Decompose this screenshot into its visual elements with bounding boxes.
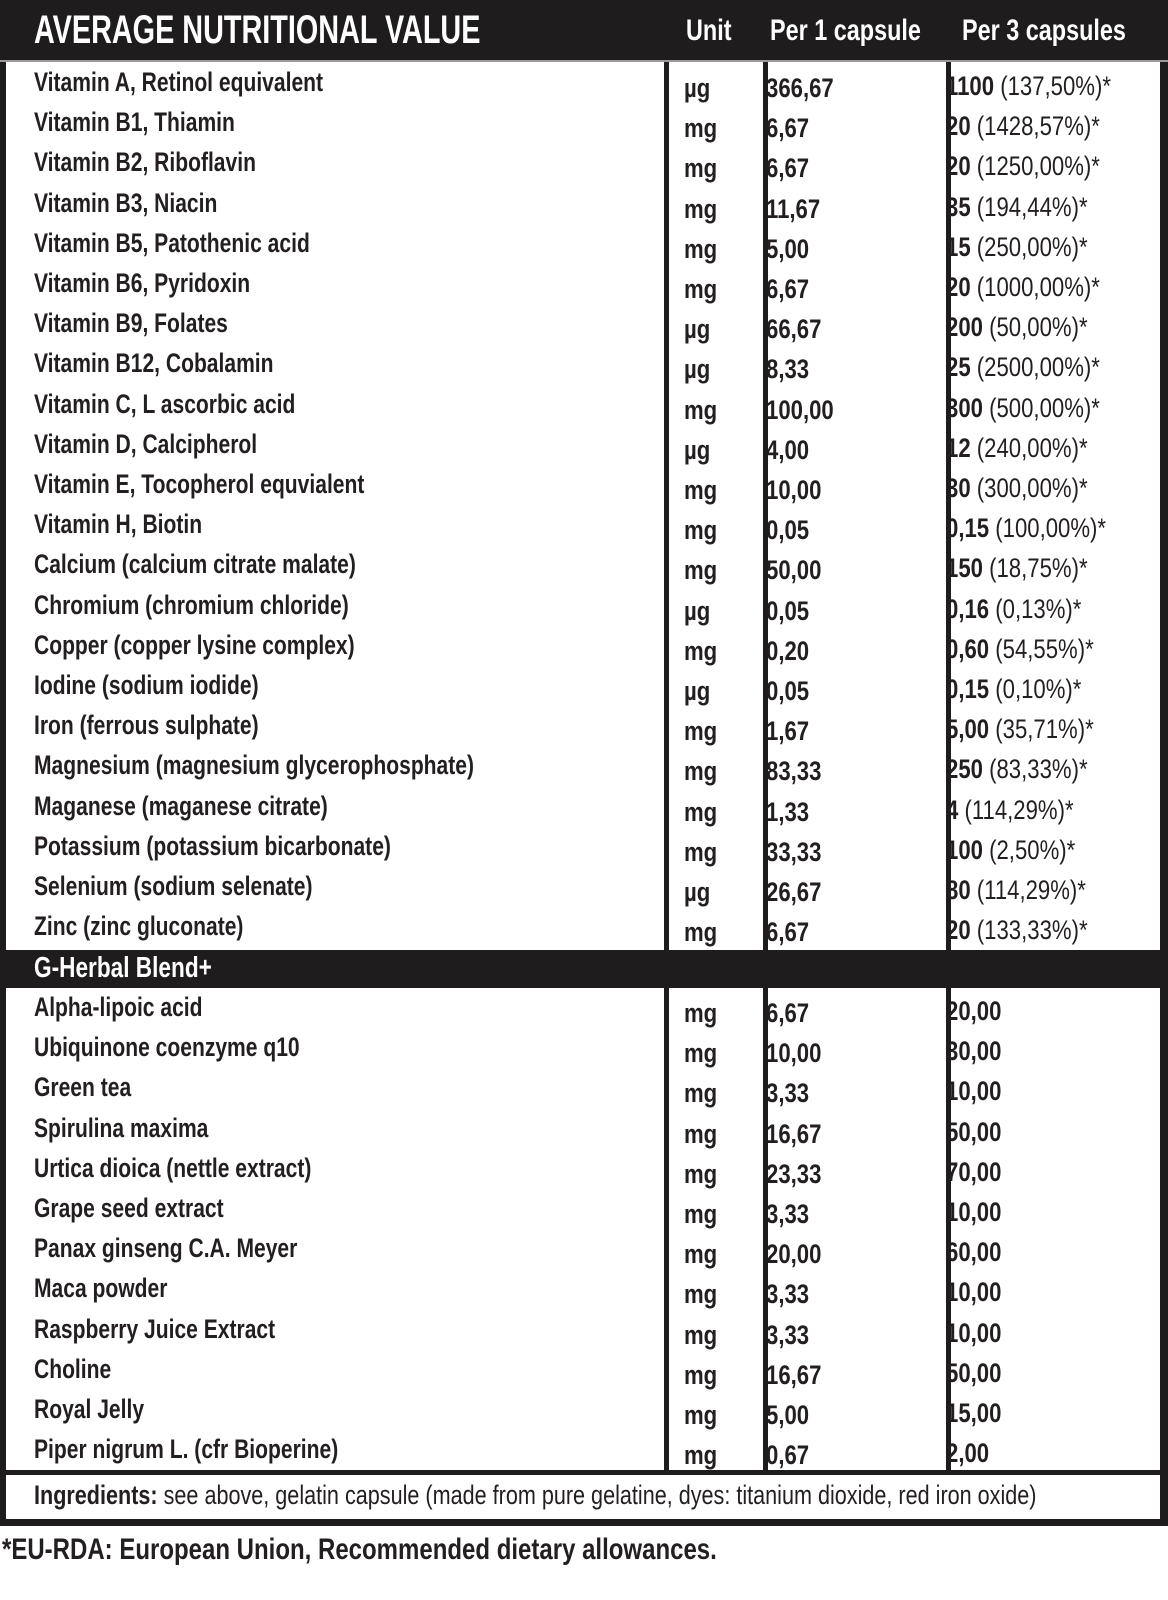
amount-value: 50,00 xyxy=(946,1357,1002,1388)
table-row xyxy=(0,184,1168,224)
table-row xyxy=(0,827,1168,867)
table-row xyxy=(0,706,1168,746)
nutrient-unit: µg xyxy=(684,73,711,103)
table-row xyxy=(0,103,1168,143)
amount-value: 20 xyxy=(946,151,971,182)
nutrient-unit: mg xyxy=(684,113,718,144)
amount-per-1-capsule: 1,33 xyxy=(766,796,810,827)
nutrient-name: Piper nigrum L. (cfr Bioperine) xyxy=(34,1434,339,1465)
table-row xyxy=(0,264,1168,304)
nutrient-name: Vitamin D, Calcipherol xyxy=(34,428,258,459)
amount-value: 300 xyxy=(946,392,983,423)
amount-per-3-capsules xyxy=(946,232,1088,263)
nutrient-name: Vitamin E, Tocopherol equvialent xyxy=(34,469,365,499)
table-row xyxy=(0,666,1168,706)
nutrient-unit: µg xyxy=(684,877,711,907)
nutrient-name: Panax ginseng C.A. Meyer xyxy=(34,1233,298,1264)
amount-per-1-capsule: 83,33 xyxy=(766,756,822,787)
amount-value: 10,00 xyxy=(946,1076,1002,1107)
nutrient-name: Vitamin B9, Folates xyxy=(34,308,228,339)
amount-per-1-capsule: 1,67 xyxy=(766,716,810,747)
nutrient-name: Vitamin H, Biotin xyxy=(34,509,203,540)
nutrient-name: Raspberry Juice Extract xyxy=(34,1313,276,1344)
nutrient-unit: mg xyxy=(684,1199,718,1229)
amount-per-1-capsule: 10,00 xyxy=(766,1038,822,1069)
nutrient-name: Copper (copper lysine complex) xyxy=(34,629,355,660)
rda-percentage: (0,13%)* xyxy=(995,593,1082,624)
nutrient-name: Green tea xyxy=(34,1072,132,1103)
ingredients-line xyxy=(34,1480,1037,1511)
amount-per-3-capsules xyxy=(946,513,1106,544)
amount-per-3-capsules xyxy=(946,1358,1001,1389)
nutrient-name: Chromium (chromium chloride) xyxy=(34,589,349,620)
table-row xyxy=(0,545,1168,585)
amount-per-1-capsule: 26,67 xyxy=(766,877,822,907)
amount-value: 30,00 xyxy=(946,1036,1002,1067)
amount-per-3-capsules xyxy=(946,553,1088,584)
amount-per-3-capsules xyxy=(946,71,1111,102)
nutrient-unit: mg xyxy=(684,1118,718,1149)
amount-per-3-capsules xyxy=(946,473,1088,504)
amount-value: 20,00 xyxy=(946,996,1002,1026)
nutrient-unit: mg xyxy=(684,394,718,425)
table-row xyxy=(0,304,1168,344)
amount-per-3-capsules xyxy=(946,634,1094,665)
nutrient-unit: mg xyxy=(684,635,718,666)
amount-per-3-capsules xyxy=(946,795,1074,826)
amount-per-1-capsule: 66,67 xyxy=(766,314,822,345)
amount-per-1-capsule: 20,00 xyxy=(766,1239,822,1270)
table-row xyxy=(0,224,1168,264)
amount-per-1-capsule: 23,33 xyxy=(766,1158,822,1189)
amount-per-1-capsule: 0,05 xyxy=(766,595,810,626)
amount-value: 0,15 xyxy=(946,513,990,544)
table-row xyxy=(0,1109,1168,1149)
nutrient-unit: mg xyxy=(684,998,718,1028)
table-row xyxy=(0,385,1168,425)
amount-per-1-capsule: 6,67 xyxy=(766,998,810,1028)
amount-value: 25 xyxy=(946,352,971,383)
amount-per-1-capsule: 3,33 xyxy=(766,1199,810,1229)
nutrient-name: Alpha-lipoic acid xyxy=(34,992,203,1022)
table-row xyxy=(0,1310,1168,1350)
amount-value: 0,15 xyxy=(946,674,990,704)
amount-per-1-capsule: 4,00 xyxy=(766,434,810,465)
amount-value: 20 xyxy=(946,111,971,142)
table-row xyxy=(0,746,1168,786)
amount-per-3-capsules xyxy=(946,1157,1001,1188)
amount-per-3-capsules xyxy=(946,1197,1001,1228)
rda-percentage: (2,50%)* xyxy=(989,834,1076,865)
rda-percentage: (50,00%)* xyxy=(989,312,1088,343)
amount-per-3-capsules xyxy=(946,1237,1001,1268)
ingredients-label: Ingredients: xyxy=(34,1480,158,1510)
table-border-bottom xyxy=(0,1519,1168,1526)
amount-per-3-capsules xyxy=(946,674,1081,705)
amount-per-3-capsules xyxy=(946,192,1088,223)
amount-per-3-capsules xyxy=(946,352,1100,383)
amount-per-3-capsules xyxy=(946,111,1100,142)
amount-value: 12 xyxy=(946,432,971,463)
nutrient-unit: mg xyxy=(684,515,718,546)
amount-per-3-capsules xyxy=(946,1318,1001,1349)
table-row xyxy=(0,344,1168,384)
amount-per-3-capsules xyxy=(946,594,1081,625)
nutrient-name: Iron (ferrous sulphate) xyxy=(34,710,259,741)
nutrient-unit: mg xyxy=(684,274,718,304)
nutrient-name: Grape seed extract xyxy=(34,1193,224,1223)
amount-value: 0,60 xyxy=(946,633,990,664)
nutrient-unit: mg xyxy=(684,836,718,867)
amount-per-3-capsules xyxy=(946,393,1100,424)
nutrient-unit: mg xyxy=(684,153,718,184)
amount-per-1-capsule: 50,00 xyxy=(766,555,822,586)
rda-percentage: (114,29%)* xyxy=(976,875,1086,905)
amount-value: 250 xyxy=(946,754,983,785)
nutrient-unit: mg xyxy=(684,716,718,747)
amount-per-1-capsule: 6,67 xyxy=(766,917,810,948)
column-header-unit: Unit xyxy=(686,14,732,47)
nutrient-name: Spirulina maxima xyxy=(34,1112,209,1143)
amount-per-3-capsules xyxy=(946,272,1100,303)
nutrient-unit: µg xyxy=(684,676,711,706)
column-header-per-3-capsules: Per 3 capsules xyxy=(962,14,1126,47)
rda-percentage: (114,29%)* xyxy=(964,794,1074,825)
amount-value: 50,00 xyxy=(946,1116,1002,1147)
nutrient-unit: mg xyxy=(684,1319,718,1350)
amount-value: 60,00 xyxy=(946,1237,1002,1268)
rda-percentage: (1250,00%)* xyxy=(976,151,1100,182)
amount-per-1-capsule: 5,00 xyxy=(766,233,810,264)
amount-per-3-capsules xyxy=(946,312,1088,343)
amount-value: 10,00 xyxy=(946,1317,1002,1348)
nutrient-name: Vitamin B2, Riboflavin xyxy=(34,147,256,178)
amount-per-1-capsule: 3,33 xyxy=(766,1078,810,1109)
table-row xyxy=(0,1229,1168,1269)
amount-value: 30 xyxy=(946,473,971,503)
rda-percentage: (54,55%)* xyxy=(995,633,1094,664)
nutrient-unit: mg xyxy=(684,1239,718,1270)
amount-value: 80 xyxy=(946,875,971,905)
amount-per-3-capsules xyxy=(946,1036,1001,1067)
nutrient-unit: mg xyxy=(684,1158,718,1189)
nutrient-unit: µg xyxy=(684,314,711,345)
amount-value: 35 xyxy=(946,191,971,222)
nutrient-unit: µg xyxy=(684,354,711,385)
amount-per-1-capsule: 16,67 xyxy=(766,1359,822,1390)
nutrient-unit: µg xyxy=(684,434,711,465)
rda-percentage: (250,00%)* xyxy=(976,231,1088,262)
table-row xyxy=(0,907,1168,947)
amount-per-1-capsule: 0,67 xyxy=(766,1440,810,1471)
amount-per-1-capsule: 16,67 xyxy=(766,1118,822,1149)
amount-per-1-capsule: 366,67 xyxy=(766,73,834,103)
amount-value: 2,00 xyxy=(946,1438,990,1469)
amount-per-1-capsule: 8,33 xyxy=(766,354,810,385)
amount-per-1-capsule: 5,00 xyxy=(766,1400,810,1430)
nutrient-name: Potassium (potassium bicarbonate) xyxy=(34,830,391,861)
rda-percentage: (83,33%)* xyxy=(989,754,1088,785)
rda-percentage: (194,44%)* xyxy=(976,191,1088,222)
amount-value: 15 xyxy=(946,231,971,262)
nutrient-name: Iodine (sodium iodide) xyxy=(34,670,259,700)
table-row xyxy=(0,1028,1168,1068)
nutrient-name: Maganese (maganese citrate) xyxy=(34,790,328,821)
amount-per-3-capsules xyxy=(946,996,1001,1027)
nutrient-unit: mg xyxy=(684,193,718,224)
nutrient-name: Magnesium (magnesium glycerophosphate) xyxy=(34,750,475,781)
amount-value: 5,00 xyxy=(946,714,990,745)
rda-percentage: (500,00%)* xyxy=(989,392,1100,423)
nutrient-unit: mg xyxy=(684,233,718,264)
table-divider xyxy=(0,1470,1168,1475)
rda-percentage: (0,10%)* xyxy=(995,674,1082,704)
amount-per-1-capsule: 0,05 xyxy=(766,676,810,706)
nutrient-name: Urtica dioica (nettle extract) xyxy=(34,1152,312,1183)
amount-per-1-capsule: 33,33 xyxy=(766,836,822,867)
amount-value: 70,00 xyxy=(946,1156,1002,1187)
rda-percentage: (1000,00%)* xyxy=(976,272,1100,302)
rda-percentage: (240,00%)* xyxy=(976,432,1088,463)
amount-per-3-capsules xyxy=(946,1277,1001,1308)
nutrient-unit: mg xyxy=(684,1440,718,1471)
nutrient-name: Vitamin C, L ascorbic acid xyxy=(34,388,296,419)
amount-per-1-capsule: 10,00 xyxy=(766,475,822,505)
rda-percentage: (1428,57%)* xyxy=(976,111,1100,142)
table-row xyxy=(0,1068,1168,1108)
table-row xyxy=(0,1430,1168,1470)
table-row xyxy=(0,63,1168,103)
nutrient-unit: mg xyxy=(684,1359,718,1390)
rda-percentage: (2500,00%)* xyxy=(976,352,1100,383)
footnote-eu-rda: *EU-RDA: European Union, Recommended dietary allowances. xyxy=(2,1533,717,1566)
amount-per-3-capsules xyxy=(946,1076,1001,1107)
table-row xyxy=(0,1149,1168,1189)
amount-per-3-capsules xyxy=(946,1398,1001,1429)
table-row xyxy=(0,1269,1168,1309)
nutrient-unit: mg xyxy=(684,1400,718,1430)
nutrient-name: Vitamin B5, Patothenic acid xyxy=(34,227,310,258)
column-header-per-1-capsule: Per 1 capsule xyxy=(770,14,921,47)
herbal-blend-header xyxy=(0,950,1168,988)
amount-per-3-capsules xyxy=(946,151,1100,182)
rda-percentage: (300,00%)* xyxy=(976,473,1088,503)
amount-per-1-capsule: 6,67 xyxy=(766,153,810,184)
nutrient-unit: mg xyxy=(684,555,718,586)
rda-percentage: (100,00%)* xyxy=(995,513,1107,544)
amount-per-1-capsule: 100,00 xyxy=(766,394,834,425)
amount-per-1-capsule: 11,67 xyxy=(766,193,821,224)
amount-per-1-capsule: 3,33 xyxy=(766,1279,810,1310)
table-row xyxy=(0,425,1168,465)
amount-value: 15,00 xyxy=(946,1398,1002,1428)
rda-percentage: (18,75%)* xyxy=(989,553,1088,584)
table-row xyxy=(0,1350,1168,1390)
amount-value: 0,16 xyxy=(946,593,990,624)
nutrient-name: Vitamin A, Retinol equivalent xyxy=(34,67,324,97)
nutrient-name: Vitamin B12, Cobalamin xyxy=(34,348,274,379)
nutrient-unit: mg xyxy=(684,917,718,948)
amount-value: 10,00 xyxy=(946,1277,1002,1308)
header-divider xyxy=(0,60,1168,62)
amount-value: 10,00 xyxy=(946,1197,1002,1227)
nutrient-unit: mg xyxy=(684,1078,718,1109)
nutrient-unit: mg xyxy=(684,756,718,787)
amount-value: 20 xyxy=(946,272,971,302)
table-row xyxy=(0,505,1168,545)
ingredients-text: see above, gelatin capsule (made from pure gelatine, dyes: titanium dioxide, red iron oxide) xyxy=(157,1480,1037,1510)
amount-per-3-capsules xyxy=(946,1117,1001,1148)
amount-value: 1100 xyxy=(946,71,995,101)
rda-percentage: (133,33%)* xyxy=(976,915,1088,946)
table-row xyxy=(0,626,1168,666)
rda-percentage: (137,50%)* xyxy=(1000,71,1111,101)
table-row xyxy=(0,465,1168,505)
nutrient-unit: mg xyxy=(684,1038,718,1069)
table-row xyxy=(0,867,1168,907)
nutrient-name: Zinc (zinc gluconate) xyxy=(34,911,244,942)
amount-per-1-capsule: 6,67 xyxy=(766,113,810,144)
table-title: AVERAGE NUTRITIONAL VALUE xyxy=(34,8,481,52)
nutrient-name: Royal Jelly xyxy=(34,1394,145,1424)
nutrient-name: Maca powder xyxy=(34,1273,168,1304)
amount-per-1-capsule: 6,67 xyxy=(766,274,810,304)
amount-per-3-capsules xyxy=(946,835,1075,866)
nutrient-unit: mg xyxy=(684,1279,718,1310)
nutrient-name: Calcium (calcium citrate malate) xyxy=(34,549,356,580)
table-row xyxy=(0,1390,1168,1430)
amount-value: 150 xyxy=(946,553,983,584)
amount-per-3-capsules xyxy=(946,875,1086,906)
nutrient-name: Ubiquinone coenzyme q10 xyxy=(34,1032,300,1063)
nutrient-unit: mg xyxy=(684,475,718,505)
amount-per-3-capsules xyxy=(946,915,1088,946)
table-row xyxy=(0,988,1168,1028)
rda-percentage: (35,71%)* xyxy=(995,714,1094,745)
amount-value: 200 xyxy=(946,312,983,343)
amount-value: 20 xyxy=(946,915,971,946)
table-row xyxy=(0,143,1168,183)
amount-per-3-capsules xyxy=(946,1438,989,1469)
nutrient-name: Vitamin B3, Niacin xyxy=(34,187,218,218)
table-row xyxy=(0,1189,1168,1229)
amount-per-1-capsule: 0,20 xyxy=(766,635,810,666)
nutrient-name: Vitamin B1, Thiamin xyxy=(34,107,235,138)
amount-per-1-capsule: 3,33 xyxy=(766,1319,810,1350)
amount-value: 4 xyxy=(946,794,959,825)
amount-value: 100 xyxy=(946,834,983,865)
amount-per-3-capsules xyxy=(946,714,1094,745)
table-header xyxy=(0,0,1168,60)
nutrient-name: Choline xyxy=(34,1353,112,1384)
amount-per-1-capsule: 0,05 xyxy=(766,515,810,546)
herbal-blend-title: G-Herbal Blend+ xyxy=(34,952,212,984)
nutrient-unit: µg xyxy=(684,595,711,626)
nutrient-unit: mg xyxy=(684,796,718,827)
table-row xyxy=(0,787,1168,827)
amount-per-3-capsules xyxy=(946,754,1088,785)
nutrient-name: Vitamin B6, Pyridoxin xyxy=(34,268,251,298)
table-row xyxy=(0,586,1168,626)
nutrient-name: Selenium (sodium selenate) xyxy=(34,871,313,901)
amount-per-3-capsules xyxy=(946,433,1088,464)
